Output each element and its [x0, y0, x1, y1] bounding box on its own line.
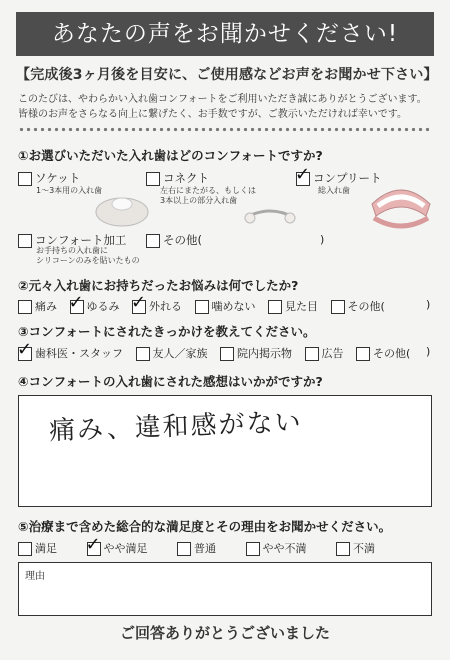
intro-line-1: このたびは、やわらかい入れ歯コンフォートをご利用いただき誠にありがとうございます。	[18, 94, 427, 105]
option-label: 歯科医・スタッフ	[35, 347, 123, 360]
option-label: コンプリート	[313, 171, 382, 185]
checkbox[interactable]	[68, 292, 84, 314]
checkbox[interactable]	[18, 542, 32, 556]
q5-option-somewhat-satisfied[interactable]	[85, 534, 148, 556]
option-label: ソケット	[35, 171, 81, 185]
checkbox[interactable]	[136, 347, 150, 361]
option-label: ゆるみ	[86, 300, 120, 313]
option-label: 外れる	[149, 300, 182, 313]
q1-option-complete-note: 総入れ歯	[318, 186, 350, 195]
option-label: 満足	[35, 542, 57, 555]
q1-option-socket-note: 1～3本用の入れ歯	[36, 186, 103, 195]
q3-option-dentist-staff[interactable]	[17, 339, 123, 361]
checkbox[interactable]	[336, 542, 350, 556]
dotted-divider	[18, 127, 432, 132]
checkbox[interactable]	[220, 347, 234, 361]
q2-option-other[interactable]	[331, 298, 385, 314]
option-label: やや不満	[262, 542, 307, 555]
q2-option-pain[interactable]	[18, 298, 57, 314]
q1-option-other[interactable]	[146, 232, 202, 248]
checkmark-icon: ✓	[68, 292, 84, 313]
q5-options	[18, 534, 384, 556]
q2-option-appearance[interactable]	[268, 298, 318, 314]
option-label: その他(	[347, 300, 385, 313]
checkbox[interactable]	[305, 347, 319, 361]
q3-options	[17, 339, 419, 361]
option-label: 不満	[353, 542, 375, 555]
thank-you-footer: ご回答ありがとうございました	[119, 624, 330, 642]
q4-title: ④コンフォートの入れ歯にされた感想はいかがですか?	[18, 374, 323, 389]
survey-banner: あなたの声をお聞かせください!	[16, 12, 434, 56]
q4-handwritten-answer: 痛み、違和感がない	[48, 407, 304, 447]
option-label: 院内掲示物	[237, 347, 292, 360]
checkbox[interactable]	[177, 542, 191, 556]
checkbox[interactable]	[295, 163, 311, 186]
q3-title: ③コンフォートにされたきっかけを教えてください。	[18, 324, 316, 339]
q5-option-somewhat-dissatisfied[interactable]	[246, 540, 307, 556]
q1-title: ①お選びいただいた入れ歯はどのコンフォートですか?	[18, 148, 323, 163]
option-label: コネクト	[163, 171, 209, 185]
option-label: 見た目	[285, 300, 318, 313]
q4-answer-box[interactable]	[18, 395, 432, 507]
option-label: 友人／家族	[152, 347, 208, 360]
option-label: その他(	[163, 233, 202, 247]
checkbox[interactable]	[356, 347, 370, 361]
checkbox[interactable]	[85, 534, 101, 556]
q2-option-loose[interactable]	[68, 292, 120, 314]
intro-line-2: 皆様のお声をさらなる向上に繋げたく、お手数ですが、ご教示いただければ幸いです。	[18, 109, 407, 120]
q1-other-close-paren: )	[320, 233, 325, 246]
partial-denture-image	[92, 190, 152, 230]
q1-option-processing-note: お手持ちの入れ歯に シリコーンのみを貼いたもの	[36, 246, 140, 265]
checkmark-icon: ✓	[295, 163, 311, 185]
option-label: 噛めない	[211, 300, 256, 313]
q1-option-socket[interactable]	[18, 170, 80, 186]
checkbox[interactable]	[131, 292, 147, 314]
connect-denture-image	[240, 200, 300, 230]
checkbox[interactable]	[331, 300, 345, 314]
checkmark-icon: ✓	[85, 534, 101, 555]
option-label: 痛み	[35, 300, 57, 313]
q5-title: ⑤治療まで含めた総合的な満足度とその理由をお聞かせください。	[18, 519, 392, 534]
survey-subtitle: 【完成後3ヶ月後を目安に、ご使用感などお声をお聞かせ下さい】	[16, 67, 438, 83]
option-label: 広告	[321, 347, 344, 360]
q5-option-satisfied[interactable]	[18, 540, 57, 556]
checkbox[interactable]	[195, 300, 209, 314]
complete-denture-image	[366, 180, 436, 230]
option-label: やや満足	[103, 542, 148, 555]
reason-label: 理由	[25, 571, 45, 582]
q3-option-clinic-poster[interactable]	[220, 345, 292, 361]
q1-option-connect-note: 左右にまたがる、もしくは 3本以上の部分入れ歯	[160, 186, 256, 205]
q3-option-ad[interactable]	[305, 345, 344, 361]
q1-option-connect[interactable]	[146, 170, 209, 186]
checkmark-icon: ✓	[17, 339, 33, 360]
q2-title: ②元々入れ歯にお持ちだったお悩みは何でしたか?	[18, 278, 299, 293]
option-label: コンフォート加工	[35, 233, 127, 247]
q3-other-close-paren: )	[426, 345, 431, 358]
q2-other-close-paren: )	[426, 298, 431, 311]
q2-options	[18, 292, 394, 314]
checkbox[interactable]	[246, 542, 260, 556]
q5-reason-box[interactable]	[18, 562, 432, 616]
checkbox[interactable]	[146, 234, 160, 248]
q3-option-friend-family[interactable]	[136, 345, 208, 361]
option-label: 普通	[194, 542, 216, 555]
q2-option-falls-out[interactable]	[131, 292, 182, 314]
checkbox[interactable]	[18, 172, 32, 186]
checkbox[interactable]	[18, 300, 32, 314]
checkmark-icon: ✓	[131, 292, 147, 313]
checkbox[interactable]	[268, 300, 282, 314]
intro-text	[18, 92, 438, 122]
q5-option-neutral[interactable]	[177, 540, 216, 556]
checkbox[interactable]	[146, 172, 160, 186]
q5-option-dissatisfied[interactable]	[336, 540, 375, 556]
q2-option-cannot-chew[interactable]	[195, 298, 256, 314]
option-label: その他(	[373, 347, 411, 360]
checkbox[interactable]	[18, 234, 32, 248]
checkbox[interactable]	[17, 339, 33, 361]
q3-option-other[interactable]	[356, 345, 410, 361]
